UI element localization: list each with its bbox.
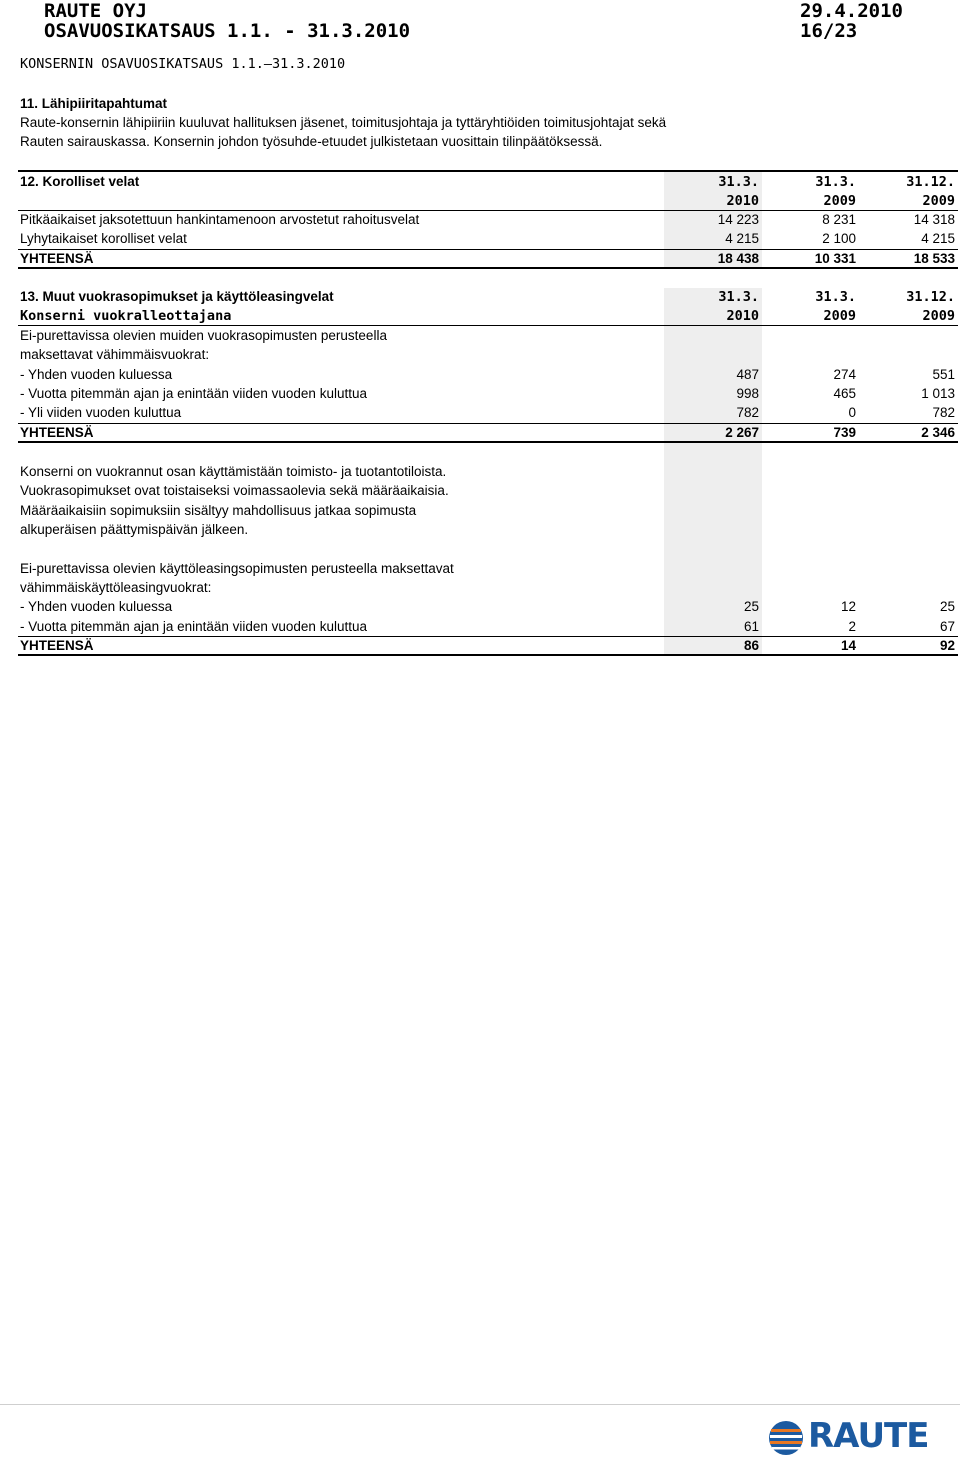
section-13-subtitle: Konserni vuokralleottajana [20,308,232,324]
column-header: 31.3. [815,174,856,190]
table-cell: 2 100 [822,231,856,246]
section-11-text-line: Rauten sairauskassa. Konsernin johdon työsuhde-etuudet julkistetaan vuosittain tilinpäätöksessä. [20,134,603,149]
leasing-intro-line: Ei-purettavissa olevien käyttöleasingsopimusten perusteella maksettavat [20,561,454,576]
company-name: RAUTE OYJ [44,0,147,22]
table-cell: 4 215 [725,231,759,246]
column-header-year: 2009 [823,193,856,209]
table-rule [18,170,958,172]
table-cell: 8 231 [822,212,856,227]
table-cell: 782 [932,405,955,420]
table-cell: 67 [939,619,955,634]
table-cell: 551 [932,367,955,382]
total-cell: 18 533 [913,251,955,266]
note-line: alkuperäisen päättymispäivän jälkeen. [20,522,249,537]
raute-logo-text: RAUTE [808,1416,929,1456]
note-line: Konserni on vuokrannut osan käyttämistään toimisto- ja tuotantotiloista. [20,464,447,479]
table-cell: 465 [833,386,856,401]
table-row-label: - Yli viiden vuoden kuluttua [20,405,182,420]
table-row-label: - Yhden vuoden kuluessa [20,367,173,382]
section-11-title: 11. Lähipiiritapahtumat [20,96,168,111]
table-cell: 2 [848,619,856,634]
column-header: 31.12. [906,174,955,190]
table-cell: 25 [939,599,955,614]
section-12-title: 12. Korolliset velat [20,174,140,189]
note-line: Vuokrasopimukset ovat toistaiseksi voimassaolevia sekä määräaikaisia. [20,483,449,498]
report-date: 29.4.2010 [800,0,903,22]
table-cell: 14 223 [717,212,759,227]
total-cell: 18 438 [717,251,759,266]
table-cell: 1 013 [921,386,955,401]
total-label: YHTEENSÄ [20,638,94,653]
column-header: 31.3. [718,174,759,190]
column-header-year: 2010 [726,308,759,324]
column-header: 31.3. [815,289,856,305]
total-cell: 739 [833,425,856,440]
table-cell: 782 [736,405,759,420]
total-cell: 2 267 [725,425,759,440]
note-line: Määräaikaisiin sopimuksiin sisältyy mahdollisuus jatkaa sopimusta [20,503,417,518]
table-rule [18,636,958,637]
table-cell: 998 [736,386,759,401]
table-rule [18,210,958,211]
table-rule [18,249,958,250]
table-cell: 274 [833,367,856,382]
section-13-title: 13. Muut vuokrasopimukset ja käyttöleasingvelat [20,289,334,304]
total-cell: 2 346 [921,425,955,440]
table-row-label: Lyhytaikaiset korolliset velat [20,231,187,246]
column-header-year: 2009 [922,193,955,209]
total-label: YHTEENSÄ [20,251,94,266]
leasing-intro-line: vähimmäiskäyttöleasingvuokrat: [20,580,212,595]
total-cell: 10 331 [814,251,856,266]
table-intro-line: maksettavat vähimmäisvuokrat: [20,347,210,362]
total-cell: 14 [840,638,856,653]
table-cell: 4 215 [921,231,955,246]
table-cell: 25 [743,599,759,614]
table-rule [18,325,958,326]
table-cell: 12 [840,599,856,614]
page-number: 16/23 [800,20,858,42]
column-header: 31.12. [906,289,955,305]
footer-divider [0,1404,960,1405]
section-11-text-line: Raute-konsernin lähipiiriin kuuluvat hallituksen jäsenet, toimitusjohtaja ja tyttäryhtiöiden toimitusjohtajat sekä [20,115,667,130]
table-row-label: - Yhden vuoden kuluessa [20,599,173,614]
table-rule [18,654,958,656]
column-header-year: 2009 [922,308,955,324]
column-header-year: 2009 [823,308,856,324]
table-intro-line: Ei-purettavissa olevien muiden vuokrasopimusten perusteella [20,328,387,343]
raute-logo-icon [768,1420,804,1456]
total-cell: 92 [939,638,955,653]
table-rule [18,267,958,269]
table-cell: 0 [848,405,856,420]
table-cell: 487 [736,367,759,382]
table-cell: 14 318 [913,212,955,227]
total-label: YHTEENSÄ [20,425,94,440]
table-row-label: - Vuotta pitemmän ajan ja enintään viiden vuoden kuluttua [20,386,367,401]
table-rule [18,441,958,443]
column-header: 31.3. [718,289,759,305]
report-title: OSAVUOSIKATSAUS 1.1. - 31.3.2010 [44,20,411,42]
table-rule [18,423,958,424]
table-row-label: - Vuotta pitemmän ajan ja enintään viiden vuoden kuluttua [20,619,367,634]
table-cell: 61 [743,619,759,634]
column-header-year: 2010 [726,193,759,209]
total-cell: 86 [743,638,759,653]
report-subtitle: KONSERNIN OSAVUOSIKATSAUS 1.1.–31.3.2010 [20,56,346,72]
table-row-label: Pitkäaikaiset jaksotettuun hankintamenoon arvostetut rahoitusvelat [20,212,420,227]
